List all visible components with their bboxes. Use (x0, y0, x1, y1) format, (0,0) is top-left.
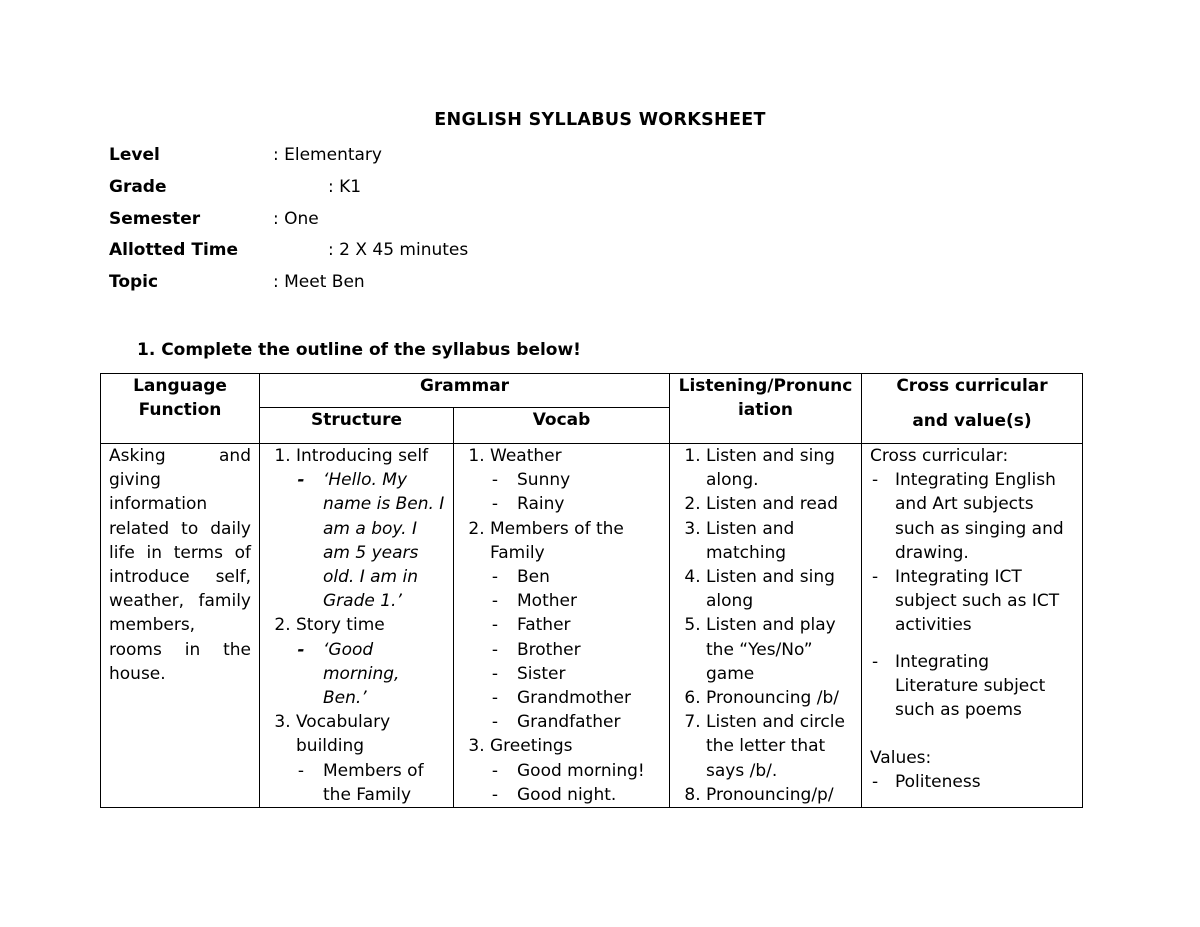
list-item: - ‘Good morning, Ben.’ (323, 638, 445, 711)
cell-language-function (101, 444, 260, 808)
list-item: - Integrating ICT subject such as ICT activities (895, 565, 1074, 638)
list-item: - Integrating English and Art subjects such as singing and drawing. (895, 468, 1074, 565)
list-item: - Good night. (517, 783, 661, 807)
meta-semester-value: : One (273, 209, 319, 229)
header-cross-line2: and value(s) (912, 411, 1032, 432)
list-item: 3. Greetings - Good morning! - Good night. (490, 734, 661, 807)
header-grammar: Grammar (260, 374, 670, 408)
list-item: 2. Story time - ‘Good morning, Ben.’ (296, 613, 445, 710)
meta-level-value: : Elementary (273, 145, 382, 165)
cell-structure (260, 444, 454, 808)
list-item: 1. Weather - Sunny - Rainy (490, 444, 661, 517)
list-item: - Mother (517, 589, 661, 613)
list-item: 3. Vocabulary building - Members of the Family (296, 710, 445, 807)
list-item: - Grandmother (517, 686, 661, 710)
instruction: 1. Complete the outline of the syllabus below! (137, 340, 581, 360)
header-structure: Structure (260, 408, 454, 444)
list-item: - Integrating Literature subject such as poems (895, 650, 1074, 723)
list-item: - Sister (517, 662, 661, 686)
list-item: - Rainy (517, 492, 661, 516)
meta-topic-value: : Meet Ben (273, 272, 365, 292)
list-item: 5. Listen and play the “Yes/No” game (706, 613, 853, 686)
list-item: 2. Listen and read (706, 492, 853, 516)
list-item: 6. Pronouncing /b/ (706, 686, 853, 710)
cell-listening (670, 444, 862, 808)
list-item: 7. Listen and circle the letter that says /b/. (706, 710, 853, 783)
list-item: - Grandfather (517, 710, 661, 734)
list-item: 1. Listen and sing along. (706, 444, 853, 492)
list-item: 2. Members of the Family - Ben - Mother - Father - Brother - Sister - Grandmother - Grandfather (490, 517, 661, 735)
meta-topic-label: Topic (109, 272, 159, 292)
header-cross (862, 374, 1083, 444)
list-item: 8. Pronouncing/p/ (706, 783, 853, 807)
meta-time-label: Allotted Time (109, 240, 239, 260)
list-item: - Good morning! (517, 759, 661, 783)
meta-time-value: : 2 X 45 minutes (328, 240, 469, 260)
values-label: Values: (870, 748, 932, 769)
list-item: 3. Listen and matching (706, 517, 853, 565)
cell-cross (862, 444, 1083, 808)
list-item: 4. Listen and sing along (706, 565, 853, 613)
list-item: - Members of the Family (323, 759, 445, 807)
meta-level-label: Level (109, 145, 160, 165)
list-item: - Politeness (895, 770, 1074, 794)
list-item: - Brother (517, 638, 661, 662)
cell-vocab (454, 444, 670, 808)
header-listening: Listening/Pronunciation (670, 374, 862, 444)
list-item: - ‘Hello. My name is Ben. I am a boy. I am 5 years old. I am in Grade 1.’ (323, 468, 445, 613)
header-cross-line1: Cross curricular (896, 376, 1048, 396)
meta-grade-value: : K1 (328, 177, 362, 197)
list-item: - Ben (517, 565, 661, 589)
meta-grade-label: Grade (109, 177, 167, 197)
page-title: ENGLISH SYLLABUS WORKSHEET (434, 110, 766, 130)
header-language-function: Language Function (101, 374, 260, 444)
cross-curricular-label: Cross curricular: (870, 446, 1009, 466)
list-item: - Sunny (517, 468, 661, 492)
list-item: - Father (517, 613, 661, 637)
language-function-text: Asking and giving information related to daily life in terms of introduce self, weather, family members, rooms in the house. (109, 446, 251, 684)
list-item: 1. Introducing self - ‘Hello. My name is Ben. I am a boy. I am 5 years old. I am in Grade 1.’ (296, 444, 445, 613)
header-vocab: Vocab (454, 408, 670, 444)
meta-semester-label: Semester (109, 209, 201, 229)
syllabus-table (100, 373, 1083, 808)
